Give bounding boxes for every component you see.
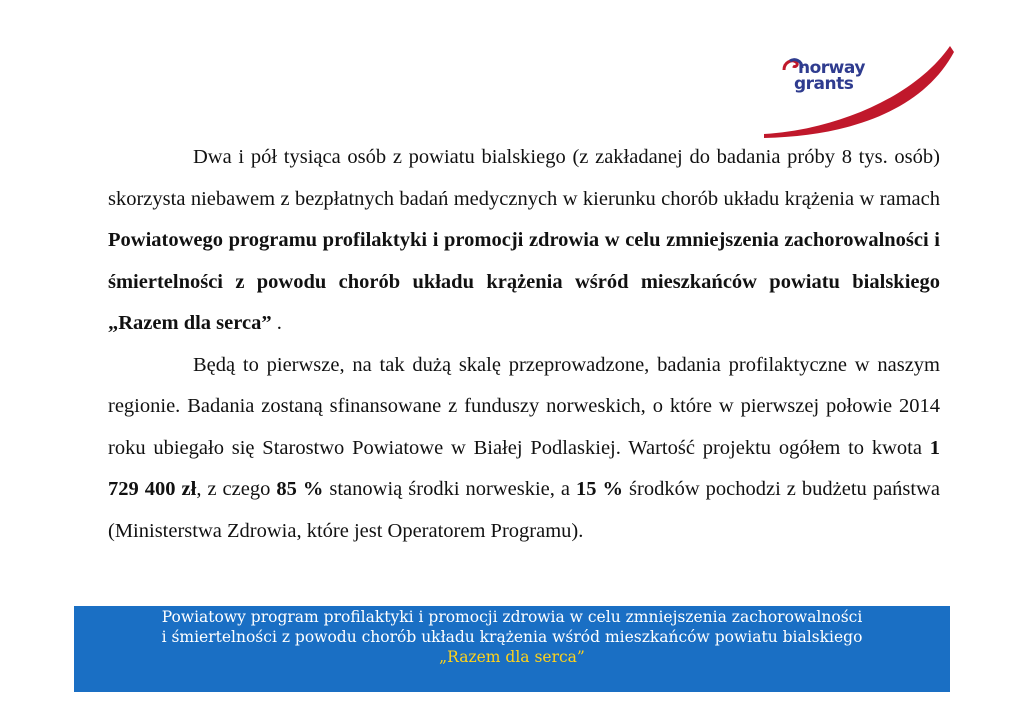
project-amount: 1 729 400 zł bbox=[108, 436, 940, 500]
article-body bbox=[108, 137, 940, 552]
p2-text-4: środków pochodzi z budżetu państwa (Ministerstwa Zdrowia, które jest Operatorem Programu). bbox=[108, 478, 940, 542]
footer-motto: „Razem dla serca” bbox=[439, 648, 585, 666]
state-share: 15 % bbox=[576, 478, 624, 500]
norway-grants-logo bbox=[764, 38, 954, 138]
norway-share: 85 % bbox=[276, 478, 324, 500]
p2-text-1: Będą to pierwsze, na tak dużą skalę przeprowadzone, badania profilaktyczne w naszym regionie. Badania zostaną sfinansowane z funduszy norweskich, o które w pierwszej połowie 2014 roku ubiegało się Starostwo Powiatowe w Białej Podlaskiej. Wartość projektu ogółem to kwota bbox=[108, 353, 940, 459]
paragraph-2 bbox=[108, 345, 940, 553]
p1-end: . bbox=[271, 312, 282, 334]
footer-line-2: i śmiertelności z powodu chorób układu krążenia wśród mieszkańców powiatu bialskiego bbox=[161, 628, 863, 646]
footer-line-1: Powiatowy program profilaktyki i promocji zdrowia w celu zmniejszenia zachorowalności bbox=[161, 608, 863, 626]
paragraph-1 bbox=[108, 137, 940, 345]
p2-text-3: stanowią środki norweskie, a bbox=[323, 478, 577, 500]
footer-banner bbox=[74, 606, 950, 692]
program-name: Powiatowego programu profilaktyki i promocji zdrowia w celu zmniejszenia zachorowalności i śmiertelności z powodu chorób układu krążenia wśród mieszkańców powiatu bialskiego „Razem dla serca” bbox=[108, 229, 940, 334]
logo-line-norway: norway bbox=[798, 58, 865, 78]
logo-line-grants: grants bbox=[794, 74, 854, 94]
logo-text bbox=[794, 60, 865, 92]
p2-text-2: , z czego bbox=[196, 478, 277, 500]
p1-intro: Dwa i pół tysiąca osób z powiatu bialskiego (z zakładanej do badania próby 8 tys. osób) skorzysta niebawem z bezpłatnych badań medycznych w kierunku chorób układu krążenia w ramach bbox=[108, 146, 940, 210]
